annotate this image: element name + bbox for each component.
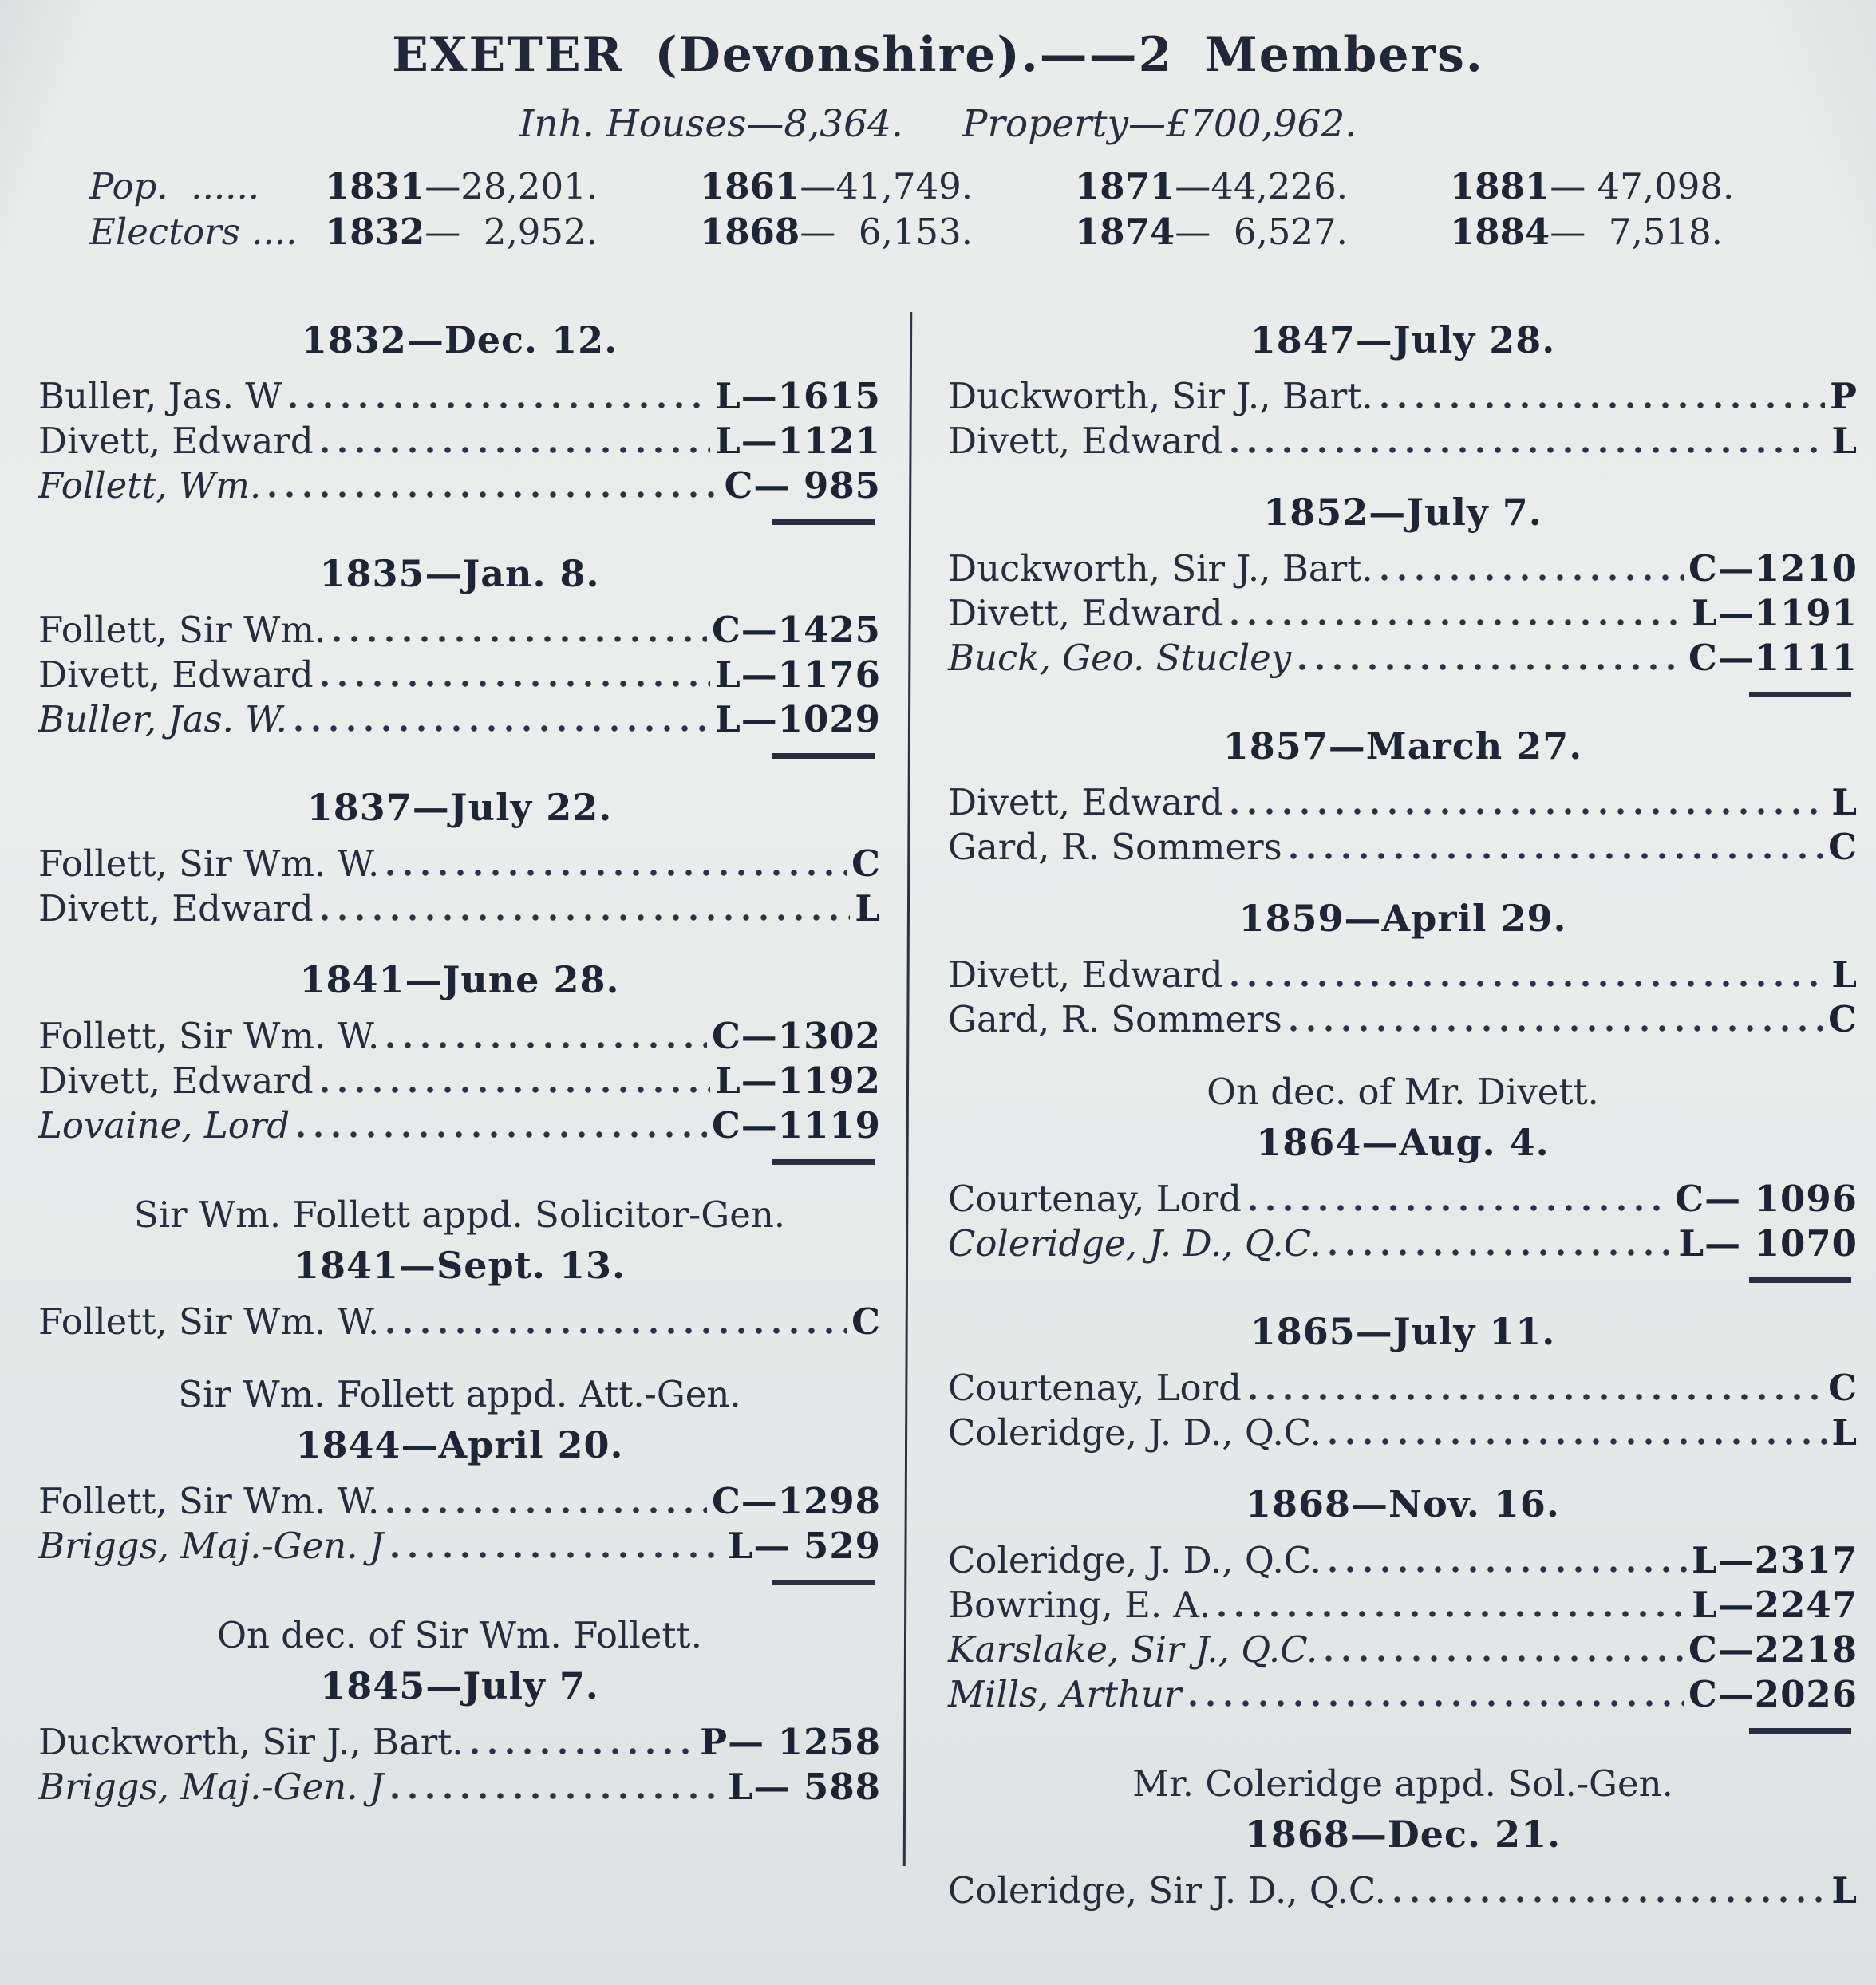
election-section [38,784,881,931]
page-title: EXETER (Devonshire).——2 Members. [392,27,1484,83]
party-votes-result: C— 985 [724,464,881,507]
candidate-name: Follett, Sir Wm. W. [38,1015,380,1057]
candidate-row [38,374,881,419]
candidate-row [38,1765,881,1809]
contest-end-rule [1749,1277,1851,1283]
candidate-row [948,825,1858,870]
candidate-row [38,1524,881,1569]
candidate-row [948,780,1858,825]
party-votes-result: C—2026 [1688,1673,1858,1715]
party-votes-result: L [1831,953,1858,996]
party-votes-result: C—1119 [711,1104,881,1146]
dot-leader [1190,1672,1684,1717]
contest-end-rule [1749,1728,1851,1734]
register-year: 1884 [1450,211,1550,253]
party-votes-result: C [1828,998,1858,1040]
candidate-row [948,419,1858,464]
election-date-heading: 1837—July 22. [306,786,613,829]
census-value: —41,749. [800,165,974,207]
party-votes-result: L—1192 [715,1060,881,1102]
election-date-heading: 1841—Sept. 13. [294,1244,626,1287]
party-votes-result: L—1029 [715,698,881,740]
dot-leader [295,697,710,742]
election-date-heading: 1835—Jan. 8. [319,552,600,595]
population-label: Pop. ...... [89,165,260,207]
election-date-heading: 1864—Aug. 4. [1256,1121,1550,1164]
election-date-heading: 1857—March 27. [1222,724,1583,768]
register-value: — 2,952. [425,211,598,253]
candidate-name: Duckworth, Sir J., Bart. [948,547,1373,590]
candidate-name: Briggs, Maj.-Gen. J [38,1766,384,1808]
dot-leader [1250,1366,1823,1411]
right-results-column [948,314,1858,1913]
election-date-heading: 1852—July 7. [1263,491,1542,534]
candidate-name: Bowring, E. A. [948,1584,1211,1626]
candidate-row [948,1411,1858,1455]
candidate-row [38,464,881,508]
candidate-row [948,1538,1858,1583]
party-votes-result: L— 1070 [1678,1222,1858,1265]
party-votes-result: L [1831,781,1858,823]
register-year: 1832 [325,211,425,253]
dot-leader [322,419,710,464]
dot-leader [387,1014,707,1059]
candidate-name: Follett, Sir Wm. [38,609,326,651]
candidate-name: Courtenay, Lord [948,1367,1242,1409]
dot-leader [1299,636,1684,681]
election-section [38,957,881,1165]
dot-leader [1394,1869,1827,1913]
candidate-row [38,1479,881,1524]
party-votes-result: L [1831,420,1858,462]
candidate-row [948,1869,1858,1913]
election-section [948,1308,1858,1455]
candidate-name: Buller, Jas. W [38,375,282,417]
dot-leader [1218,1583,1687,1628]
candidate-row [948,547,1858,591]
candidate-row [38,1300,881,1344]
candidate-row [948,591,1858,636]
dot-leader [1290,825,1823,870]
candidate-row [38,1103,881,1148]
election-date-heading: 1845—July 7. [320,1664,599,1707]
candidate-row [38,1059,881,1103]
election-date-heading: 1844—April 20. [295,1423,624,1466]
party-votes-result: L [1831,1869,1858,1912]
party-votes-result: C—1111 [1688,637,1858,679]
dot-leader [1231,591,1687,636]
party-votes-result: P [1830,375,1858,417]
contest-end-rule [772,753,875,759]
candidate-name: Karslake, Sir J., Q.C. [948,1628,1318,1671]
candidate-name: Duckworth, Sir J., Bart. [38,1721,464,1763]
inh-houses-stat: Inh. Houses—8,364. [519,102,903,146]
dot-leader [472,1720,696,1765]
dot-leader [1290,997,1823,1042]
candidate-name: Divett, Edward [948,592,1223,634]
candidate-row [948,1177,1858,1221]
candidate-name: Divett, Edward [38,887,314,929]
party-votes-result: L— 529 [727,1525,881,1567]
dot-leader [322,1059,710,1103]
register-year: 1874 [1075,211,1175,253]
dot-leader [269,464,719,508]
candidate-row [948,1583,1858,1628]
election-section [948,895,1858,1042]
election-date-heading: 1859—April 29. [1238,897,1567,940]
census-value: — 47,098. [1550,165,1735,207]
candidate-name: Buller, Jas. W. [38,698,287,740]
candidate-name: Divett, Edward [38,420,314,462]
dot-leader [1329,1411,1827,1455]
candidate-row [38,1014,881,1059]
dot-leader [322,886,851,931]
election-section [38,1612,881,1809]
column-divider-rule [903,312,912,1866]
candidate-name: Divett, Edward [948,953,1223,996]
candidate-row [948,1366,1858,1411]
candidate-row [948,1672,1858,1717]
election-section [38,1192,881,1344]
party-votes-result: C [1828,1367,1858,1409]
candidate-row [948,997,1858,1042]
party-votes-result: L—1191 [1692,592,1858,634]
by-election-note: Mr. Coleridge appd. Sol.-Gen. [1132,1762,1673,1805]
census-year: 1861 [700,165,800,207]
population-electors-table [0,164,1876,255]
census-year: 1871 [1075,165,1175,207]
property-stat: Property—£700,962. [962,102,1357,146]
dot-leader [290,374,710,419]
dot-leader [1329,1221,1674,1266]
candidate-row [948,636,1858,681]
census-year: 1881 [1450,165,1550,207]
population-entry [325,164,700,209]
candidate-row [38,419,881,464]
party-votes-result: C—1302 [711,1015,881,1057]
electors-entry [1450,209,1825,255]
candidate-row [38,886,881,931]
party-votes-result: C—1298 [711,1480,881,1522]
party-votes-result: L—1121 [715,420,881,462]
population-entry [1075,164,1450,209]
candidate-name: Coleridge, Sir J. D., Q.C. [948,1869,1386,1912]
candidate-name: Courtenay, Lord [948,1178,1242,1220]
constituency-stats [0,102,1876,146]
dot-leader [1381,374,1826,419]
by-election-note: Sir Wm. Follett appd. Solicitor-Gen. [133,1194,786,1236]
population-entry [1450,164,1825,209]
election-date-heading: 1832—Dec. 12. [301,318,618,361]
census-year: 1831 [325,165,425,207]
election-section [38,1371,881,1585]
party-votes-result: L—1615 [715,375,881,417]
candidate-name: Coleridge, J. D., Q.C. [948,1222,1321,1265]
election-date-heading: 1847—July 28. [1250,318,1556,361]
dot-leader [387,1300,847,1344]
candidate-name: Follett, Sir Wm. W. [38,1300,380,1343]
election-date-heading: 1841—June 28. [299,958,620,1001]
party-votes-result: L [855,887,881,929]
party-votes-result: C—1425 [711,609,881,651]
candidate-name: Divett, Edward [948,420,1223,462]
electors-entry [1075,209,1450,255]
electors-entry [325,209,700,255]
candidate-name: Follett, Sir Wm. W. [38,843,380,885]
candidate-row [38,697,881,742]
candidate-name: Buck, Geo. Stucley [948,637,1292,679]
candidate-row [948,374,1858,419]
party-votes-result: P— 1258 [700,1721,881,1763]
party-votes-result: C—1210 [1688,547,1858,590]
candidate-name: Divett, Edward [38,653,314,696]
dot-leader [1231,953,1827,997]
electors-label: Electors .... [89,211,298,253]
contest-end-rule [772,1159,875,1165]
census-value: —28,201. [425,165,598,207]
population-row [89,164,1876,209]
candidate-name: Briggs, Maj.-Gen. J [38,1525,384,1567]
election-date-heading: 1868—Dec. 21. [1244,1813,1562,1856]
candidate-row [948,1221,1858,1266]
dot-leader [334,608,707,653]
party-votes-result: L—2317 [1692,1539,1858,1581]
register-value: — 6,527. [1175,211,1348,253]
dot-leader [322,653,710,697]
election-results-columns [0,314,1876,1913]
dot-leader [1231,419,1827,464]
candidate-row [38,842,881,886]
party-votes-result: C—2218 [1688,1628,1858,1671]
contest-end-rule [772,519,875,525]
by-election-note: Sir Wm. Follett appd. Att.-Gen. [178,1373,741,1415]
candidate-row [38,1720,881,1765]
contest-end-rule [772,1580,875,1585]
election-section [38,551,881,759]
election-date-heading: 1865—July 11. [1250,1310,1556,1353]
candidate-name: Gard, R. Sommers [948,826,1282,868]
dot-leader [387,842,847,886]
party-votes-result: C [851,843,881,885]
electors-entry [700,209,1075,255]
dot-leader [392,1524,723,1569]
dot-leader [1329,1538,1687,1583]
left-results-column [38,314,881,1809]
register-value: — 6,153. [800,211,973,253]
candidate-name: Divett, Edward [948,781,1223,823]
candidate-name: Gard, R. Sommers [948,998,1282,1040]
dot-leader [387,1479,707,1524]
candidate-row [948,953,1858,997]
dot-leader [1250,1177,1670,1221]
election-section [38,317,881,525]
candidate-row [38,653,881,697]
election-section [948,1481,1858,1734]
party-votes-result: C— 1096 [1675,1178,1858,1220]
electors-row [89,209,1876,255]
party-votes-result: L— 588 [727,1766,881,1808]
dot-leader [1381,547,1684,591]
candidate-name: Coleridge, J. D., Q.C. [948,1539,1321,1581]
candidate-name: Follett, Wm. [38,464,262,507]
candidate-name: Follett, Sir Wm. W. [38,1480,380,1522]
party-votes-result: L—1176 [715,653,881,696]
election-section [948,1069,1858,1283]
election-section [948,723,1858,870]
party-votes-result: C [851,1300,881,1343]
census-value: —44,226. [1175,165,1349,207]
candidate-name: Divett, Edward [38,1060,314,1102]
party-votes-result: L [1831,1411,1858,1454]
dot-leader [1231,780,1827,825]
candidate-name: Coleridge, J. D., Q.C. [948,1411,1321,1454]
election-section [948,489,1858,697]
by-election-note: On dec. of Mr. Divett. [1207,1071,1599,1113]
population-entry [700,164,1075,209]
candidate-name: Duckworth, Sir J., Bart. [948,375,1373,417]
candidate-row [38,608,881,653]
register-value: — 7,518. [1550,211,1723,253]
election-date-heading: 1868—Nov. 16. [1246,1482,1560,1525]
party-votes-result: L—2247 [1692,1584,1858,1626]
register-year: 1868 [700,211,800,253]
candidate-name: Mills, Arthur [948,1673,1182,1715]
dot-leader [392,1765,723,1809]
election-section [948,1761,1858,1913]
candidate-name: Lovaine, Lord [38,1104,290,1146]
candidate-row [948,1628,1858,1672]
by-election-note: On dec. of Sir Wm. Follett. [217,1614,702,1656]
election-section [948,317,1858,464]
dot-leader [1325,1628,1684,1672]
contest-end-rule [1749,692,1851,697]
dot-leader [298,1103,707,1148]
party-votes-result: C [1828,826,1858,868]
